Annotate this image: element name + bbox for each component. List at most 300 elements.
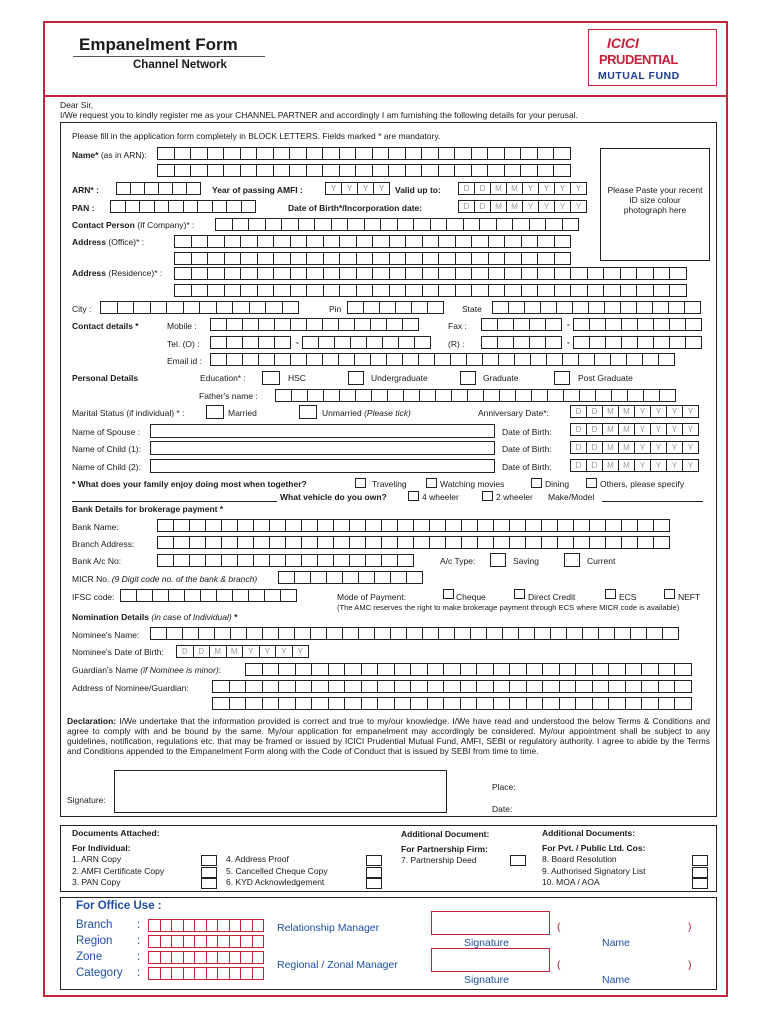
input-cell[interactable]	[394, 680, 412, 693]
input-cell[interactable]	[200, 589, 217, 602]
input-cell[interactable]	[529, 318, 546, 331]
input-cell[interactable]	[256, 164, 274, 177]
input-cell[interactable]	[685, 336, 702, 349]
input-cell[interactable]	[534, 627, 551, 640]
input-cell[interactable]	[258, 353, 275, 366]
input-cell[interactable]	[339, 267, 357, 280]
watching-movies-checkbox[interactable]	[426, 478, 437, 488]
nominee-dob-input[interactable]	[176, 645, 308, 658]
input-cell[interactable]	[117, 301, 135, 314]
input-cell[interactable]	[669, 284, 687, 297]
input-cell[interactable]	[306, 267, 324, 280]
input-cell[interactable]	[470, 627, 487, 640]
input-cell[interactable]	[366, 336, 383, 349]
input-cell[interactable]	[302, 336, 319, 349]
r-code-input[interactable]	[481, 336, 561, 349]
input-cell[interactable]	[232, 301, 250, 314]
input-cell[interactable]: Y	[650, 459, 667, 472]
input-cell[interactable]: Y	[634, 405, 651, 418]
input-cell[interactable]	[240, 147, 258, 160]
input-cell[interactable]	[199, 301, 217, 314]
input-cell[interactable]	[653, 284, 671, 297]
input-cell[interactable]: M	[490, 182, 507, 195]
input-cell[interactable]	[554, 284, 572, 297]
input-cell[interactable]	[295, 680, 313, 693]
input-cell[interactable]	[443, 663, 461, 676]
input-cell[interactable]	[388, 164, 406, 177]
input-cell[interactable]	[205, 554, 222, 567]
input-cell[interactable]	[509, 519, 526, 532]
input-cell[interactable]	[317, 554, 334, 567]
input-cell[interactable]	[658, 697, 676, 710]
input-cell[interactable]: M	[618, 459, 635, 472]
input-cell[interactable]	[240, 235, 258, 248]
input-cell[interactable]	[389, 267, 407, 280]
office-input[interactable]	[148, 967, 263, 980]
input-cell[interactable]: D	[570, 405, 587, 418]
document-checkbox[interactable]	[692, 867, 708, 878]
input-cell[interactable]	[550, 627, 567, 640]
input-cell[interactable]	[212, 697, 230, 710]
input-cell[interactable]	[252, 951, 265, 964]
input-cell[interactable]	[275, 389, 292, 402]
input-cell[interactable]	[372, 284, 390, 297]
input-cell[interactable]	[455, 267, 473, 280]
input-cell[interactable]: M	[209, 645, 227, 658]
input-cell[interactable]	[224, 235, 242, 248]
input-cell[interactable]	[364, 218, 382, 231]
nominee-name-input[interactable]	[150, 627, 678, 640]
input-cell[interactable]	[542, 680, 560, 693]
input-cell[interactable]	[221, 536, 238, 549]
input-cell[interactable]	[410, 680, 428, 693]
input-cell[interactable]	[344, 663, 362, 676]
input-cell[interactable]: Y	[325, 182, 342, 195]
input-cell[interactable]	[498, 353, 515, 366]
input-cell[interactable]	[334, 336, 351, 349]
input-cell[interactable]	[382, 336, 399, 349]
input-cell[interactable]	[579, 389, 596, 402]
input-cell[interactable]	[481, 318, 498, 331]
input-cell[interactable]	[592, 663, 610, 676]
input-cell[interactable]: Y	[554, 200, 571, 213]
input-cell[interactable]	[317, 536, 334, 549]
input-cell[interactable]	[372, 147, 390, 160]
input-cell[interactable]	[659, 389, 676, 402]
input-cell[interactable]	[430, 218, 448, 231]
input-cell[interactable]	[685, 318, 702, 331]
input-cell[interactable]	[248, 589, 265, 602]
input-cell[interactable]	[483, 389, 500, 402]
input-cell[interactable]	[365, 536, 382, 549]
input-cell[interactable]	[573, 336, 590, 349]
input-cell[interactable]	[379, 301, 396, 314]
input-cell[interactable]	[476, 680, 494, 693]
input-cell[interactable]	[684, 301, 701, 314]
input-cell[interactable]	[406, 627, 423, 640]
input-cell[interactable]	[405, 284, 423, 297]
graduate-checkbox[interactable]	[460, 371, 476, 385]
input-cell[interactable]	[242, 353, 259, 366]
input-cell[interactable]	[397, 218, 415, 231]
input-cell[interactable]	[226, 336, 243, 349]
input-cell[interactable]	[242, 318, 259, 331]
input-cell[interactable]	[212, 200, 228, 213]
input-cell[interactable]	[394, 697, 412, 710]
input-cell[interactable]	[224, 267, 242, 280]
input-cell[interactable]	[310, 571, 327, 584]
input-cell[interactable]	[434, 353, 451, 366]
input-cell[interactable]	[554, 235, 572, 248]
input-cell[interactable]	[240, 164, 258, 177]
input-cell[interactable]	[545, 318, 562, 331]
input-cell[interactable]	[349, 536, 366, 549]
input-cell[interactable]	[621, 318, 638, 331]
input-cell[interactable]: D	[458, 182, 475, 195]
input-cell[interactable]	[278, 680, 296, 693]
input-cell[interactable]	[262, 697, 280, 710]
input-cell[interactable]	[556, 301, 573, 314]
input-cell[interactable]	[174, 284, 192, 297]
input-cell[interactable]	[361, 663, 379, 676]
unmarried-checkbox[interactable]	[299, 405, 317, 419]
input-cell[interactable]	[216, 301, 234, 314]
input-cell[interactable]	[570, 267, 588, 280]
input-cell[interactable]	[273, 252, 291, 265]
input-cell[interactable]	[406, 571, 423, 584]
input-cell[interactable]	[110, 200, 126, 213]
input-cell[interactable]	[212, 680, 230, 693]
input-cell[interactable]	[306, 252, 324, 265]
input-cell[interactable]: Y	[666, 405, 683, 418]
input-cell[interactable]	[524, 301, 541, 314]
input-cell[interactable]	[559, 680, 577, 693]
input-cell[interactable]	[403, 389, 420, 402]
input-cell[interactable]	[285, 519, 302, 532]
input-cell[interactable]	[290, 318, 307, 331]
input-cell[interactable]	[323, 252, 341, 265]
input-cell[interactable]	[554, 252, 572, 265]
input-cell[interactable]: M	[226, 645, 244, 658]
spouse-dob-input[interactable]	[570, 423, 698, 436]
input-cell[interactable]	[257, 235, 275, 248]
input-cell[interactable]	[323, 267, 341, 280]
input-cell[interactable]	[133, 301, 151, 314]
input-cell[interactable]	[421, 147, 439, 160]
input-cell[interactable]	[339, 284, 357, 297]
input-cell[interactable]	[339, 252, 357, 265]
input-cell[interactable]	[389, 284, 407, 297]
input-cell[interactable]	[252, 935, 265, 948]
input-cell[interactable]	[608, 680, 626, 693]
input-cell[interactable]	[521, 235, 539, 248]
input-cell[interactable]	[525, 519, 542, 532]
input-cell[interactable]	[608, 663, 626, 676]
input-cell[interactable]	[488, 252, 506, 265]
input-cell[interactable]	[662, 627, 679, 640]
document-checkbox[interactable]	[201, 855, 217, 866]
input-cell[interactable]	[454, 164, 472, 177]
input-cell[interactable]	[232, 589, 249, 602]
input-cell[interactable]	[290, 235, 308, 248]
input-cell[interactable]	[509, 663, 527, 676]
neft-checkbox[interactable]	[664, 589, 675, 599]
input-cell[interactable]: Y	[666, 423, 683, 436]
fax-code-input[interactable]	[481, 318, 561, 331]
input-cell[interactable]	[605, 519, 622, 532]
document-checkbox[interactable]	[201, 878, 217, 889]
input-cell[interactable]	[240, 267, 258, 280]
input-cell[interactable]	[191, 284, 209, 297]
input-cell[interactable]	[342, 627, 359, 640]
input-cell[interactable]	[240, 252, 258, 265]
input-cell[interactable]	[278, 627, 295, 640]
input-cell[interactable]	[422, 627, 439, 640]
input-cell[interactable]: Y	[554, 182, 571, 195]
input-cell[interactable]	[438, 267, 456, 280]
input-cell[interactable]	[592, 680, 610, 693]
input-cell[interactable]	[210, 353, 227, 366]
input-cell[interactable]: Y	[522, 200, 539, 213]
input-cell[interactable]	[595, 389, 612, 402]
input-cell[interactable]	[513, 336, 530, 349]
input-cell[interactable]	[637, 536, 654, 549]
input-cell[interactable]	[521, 284, 539, 297]
input-cell[interactable]	[226, 200, 242, 213]
state-input[interactable]	[492, 301, 700, 314]
input-cell[interactable]	[306, 147, 324, 160]
input-cell[interactable]	[493, 519, 510, 532]
input-cell[interactable]	[273, 164, 291, 177]
input-cell[interactable]	[520, 164, 538, 177]
input-cell[interactable]	[455, 235, 473, 248]
input-cell[interactable]: M	[506, 200, 523, 213]
input-cell[interactable]	[541, 519, 558, 532]
input-cell[interactable]	[537, 235, 555, 248]
input-cell[interactable]	[429, 519, 446, 532]
input-cell[interactable]	[350, 336, 367, 349]
input-cell[interactable]	[476, 697, 494, 710]
input-cell[interactable]	[174, 235, 192, 248]
contact-person-input[interactable]	[215, 218, 578, 231]
input-cell[interactable]	[598, 627, 615, 640]
document-checkbox[interactable]	[692, 878, 708, 889]
input-cell[interactable]	[323, 235, 341, 248]
input-cell[interactable]	[262, 663, 280, 676]
input-cell[interactable]: D	[176, 645, 194, 658]
input-cell[interactable]	[205, 519, 222, 532]
input-cell[interactable]	[563, 389, 580, 402]
input-cell[interactable]	[356, 252, 374, 265]
input-cell[interactable]: D	[570, 423, 587, 436]
dob-input[interactable]	[458, 200, 586, 213]
others-specify-line[interactable]	[72, 501, 277, 502]
input-cell[interactable]	[537, 284, 555, 297]
input-cell[interactable]	[317, 519, 334, 532]
valid-up-to-input[interactable]	[458, 182, 586, 195]
input-cell[interactable]	[173, 554, 190, 567]
input-cell[interactable]: Y	[522, 182, 539, 195]
input-cell[interactable]	[322, 147, 340, 160]
address-office-input-1[interactable]	[174, 235, 570, 248]
input-cell[interactable]	[377, 697, 395, 710]
input-cell[interactable]	[139, 200, 155, 213]
input-cell[interactable]	[646, 627, 663, 640]
input-cell[interactable]	[625, 663, 643, 676]
name-input-2[interactable]	[157, 164, 570, 177]
input-cell[interactable]: M	[602, 405, 619, 418]
input-cell[interactable]	[463, 218, 481, 231]
input-cell[interactable]	[173, 536, 190, 549]
name-input-1[interactable]	[157, 147, 570, 160]
input-cell[interactable]	[370, 318, 387, 331]
input-cell[interactable]	[311, 697, 329, 710]
input-cell[interactable]	[438, 164, 456, 177]
input-cell[interactable]	[295, 697, 313, 710]
input-cell[interactable]	[253, 519, 270, 532]
input-cell[interactable]: Y	[570, 182, 587, 195]
input-cell[interactable]	[587, 284, 605, 297]
input-cell[interactable]	[559, 697, 577, 710]
input-cell[interactable]	[205, 536, 222, 549]
input-cell[interactable]	[241, 200, 257, 213]
arn-input[interactable]	[116, 182, 200, 195]
input-cell[interactable]	[190, 147, 208, 160]
input-cell[interactable]	[370, 353, 387, 366]
input-cell[interactable]	[174, 164, 192, 177]
input-cell[interactable]	[460, 680, 478, 693]
input-cell[interactable]	[253, 554, 270, 567]
input-cell[interactable]	[443, 680, 461, 693]
input-cell[interactable]: Y	[341, 182, 358, 195]
anniversary-input[interactable]	[570, 405, 698, 418]
input-cell[interactable]: D	[474, 182, 491, 195]
input-cell[interactable]	[224, 284, 242, 297]
input-cell[interactable]	[477, 519, 494, 532]
input-cell[interactable]	[419, 389, 436, 402]
input-cell[interactable]	[274, 318, 291, 331]
input-cell[interactable]: Y	[634, 441, 651, 454]
input-cell[interactable]	[174, 252, 192, 265]
input-cell[interactable]	[502, 627, 519, 640]
input-cell[interactable]: M	[506, 182, 523, 195]
input-cell[interactable]	[578, 353, 595, 366]
input-cell[interactable]	[487, 147, 505, 160]
input-cell[interactable]	[245, 663, 263, 676]
input-cell[interactable]	[422, 235, 440, 248]
address-residence-input-1[interactable]	[174, 267, 686, 280]
input-cell[interactable]	[355, 147, 373, 160]
input-cell[interactable]	[184, 589, 201, 602]
input-cell[interactable]	[349, 554, 366, 567]
input-cell[interactable]	[542, 663, 560, 676]
input-cell[interactable]	[207, 267, 225, 280]
input-cell[interactable]: Y	[682, 459, 699, 472]
office-input[interactable]	[148, 951, 263, 964]
input-cell[interactable]	[189, 519, 206, 532]
input-cell[interactable]	[269, 519, 286, 532]
input-cell[interactable]	[339, 164, 357, 177]
email-input[interactable]	[210, 353, 674, 366]
input-cell[interactable]	[499, 389, 516, 402]
input-cell[interactable]	[626, 353, 643, 366]
input-cell[interactable]: Y	[634, 423, 651, 436]
input-cell[interactable]	[322, 353, 339, 366]
input-cell[interactable]	[455, 284, 473, 297]
input-cell[interactable]	[306, 164, 324, 177]
input-cell[interactable]	[285, 536, 302, 549]
input-cell[interactable]	[630, 627, 647, 640]
input-cell[interactable]	[168, 200, 184, 213]
input-cell[interactable]	[252, 919, 265, 932]
guardian-input[interactable]	[245, 663, 691, 676]
input-cell[interactable]	[223, 164, 241, 177]
rm-signature-box[interactable]	[431, 911, 550, 935]
input-cell[interactable]	[504, 284, 522, 297]
input-cell[interactable]	[326, 571, 343, 584]
input-cell[interactable]	[322, 318, 339, 331]
input-cell[interactable]	[653, 519, 670, 532]
input-cell[interactable]	[405, 235, 423, 248]
input-cell[interactable]	[339, 235, 357, 248]
input-cell[interactable]	[166, 627, 183, 640]
input-cell[interactable]	[636, 301, 653, 314]
input-cell[interactable]: Y	[538, 200, 555, 213]
input-cell[interactable]	[355, 164, 373, 177]
input-cell[interactable]	[427, 663, 445, 676]
input-cell[interactable]	[402, 353, 419, 366]
input-cell[interactable]	[471, 252, 489, 265]
input-cell[interactable]	[592, 697, 610, 710]
document-checkbox[interactable]	[201, 867, 217, 878]
input-cell[interactable]	[620, 284, 638, 297]
input-cell[interactable]	[605, 336, 622, 349]
office-input[interactable]	[148, 935, 263, 948]
input-cell[interactable]	[497, 336, 514, 349]
input-cell[interactable]	[278, 697, 296, 710]
input-cell[interactable]: Y	[682, 441, 699, 454]
input-cell[interactable]: Y	[538, 182, 555, 195]
input-cell[interactable]	[183, 301, 201, 314]
input-cell[interactable]	[311, 680, 329, 693]
input-cell[interactable]	[306, 318, 323, 331]
input-cell[interactable]	[157, 147, 175, 160]
input-cell[interactable]	[625, 697, 643, 710]
input-cell[interactable]	[166, 301, 184, 314]
input-cell[interactable]	[636, 284, 654, 297]
input-cell[interactable]: Y	[634, 459, 651, 472]
input-cell[interactable]	[625, 680, 643, 693]
input-cell[interactable]	[514, 353, 531, 366]
input-cell[interactable]	[223, 147, 241, 160]
input-cell[interactable]	[653, 536, 670, 549]
input-cell[interactable]	[285, 554, 302, 567]
input-cell[interactable]	[377, 680, 395, 693]
input-cell[interactable]	[669, 336, 686, 349]
input-cell[interactable]	[537, 252, 555, 265]
input-cell[interactable]	[333, 536, 350, 549]
input-cell[interactable]	[395, 301, 412, 314]
input-cell[interactable]	[611, 389, 628, 402]
input-cell[interactable]	[210, 336, 227, 349]
input-cell[interactable]	[152, 589, 169, 602]
input-cell[interactable]	[361, 680, 379, 693]
input-cell[interactable]	[529, 336, 546, 349]
input-cell[interactable]	[575, 697, 593, 710]
input-cell[interactable]	[582, 627, 599, 640]
two-wheeler-checkbox[interactable]	[482, 491, 493, 501]
input-cell[interactable]	[471, 147, 489, 160]
